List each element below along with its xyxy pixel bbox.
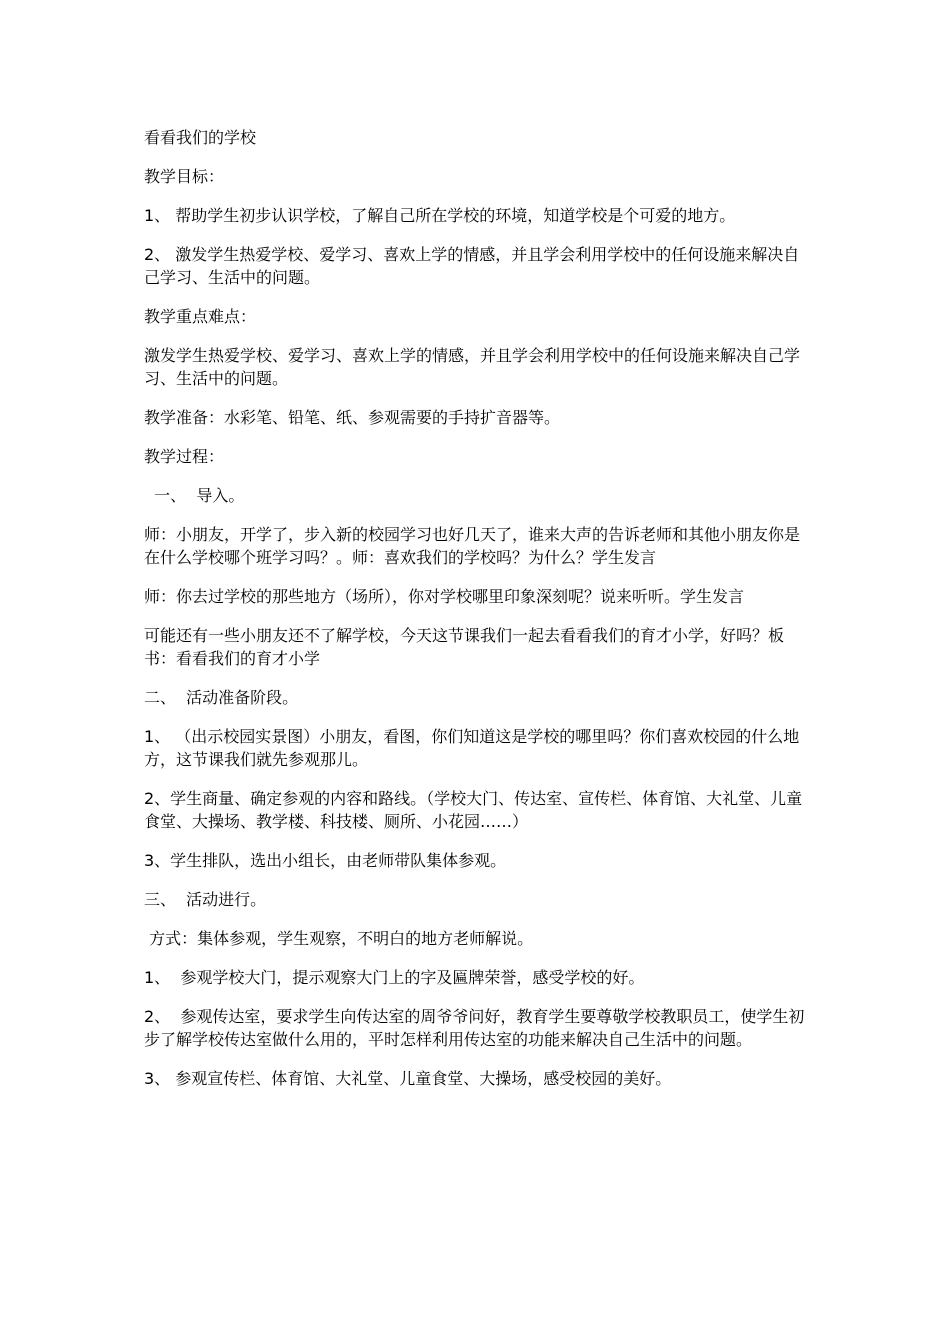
document-page xyxy=(144,126,808,1106)
dialogue-paragraph: 可能还有一些小朋友还不了解学校，今天这节课我们一起去看看我们的育才小学，好吗？板书：看看我们的育才小学 xyxy=(144,626,785,668)
dialogue-paragraph: 师：小朋友，开学了，步入新的校园学习也好几天了，谁来大声的告诉老师和其他小朋友你是在什么学校哪个班学习吗？。师：喜欢我们的学校吗？为什么？学生发言 xyxy=(144,525,801,567)
method-text: 方式：集体参观，学生观察，不明白的地方老师解说。 xyxy=(144,929,534,948)
objective-item: 1、 帮助学生初步认识学校，了解自己所在学校的环境，知道学校是个可爱的地方。 xyxy=(144,206,736,225)
visit-item: 3、 参观宣传栏、体育馆、大礼堂、儿童食堂、大操场，感受校园的美好。 xyxy=(144,1069,672,1088)
process-step-heading: 二、 活动准备阶段。 xyxy=(144,688,299,707)
section-heading-key-points: 教学重点难点： xyxy=(144,307,257,326)
activity-item: 3、学生排队，选出小组长，由老师带队集体参观。 xyxy=(144,851,507,870)
dialogue-paragraph: 师：你去过学校的那些地方（场所），你对学校哪里印象深刻呢？说来听听。学生发言 xyxy=(144,587,745,606)
objective-item: 2、 激发学生热爱学校、爱学习、喜欢上学的情感，并且学会利用学校中的任何设施来解决自己学习、生活中的问题。 xyxy=(144,245,800,287)
visit-item: 1、 参观学校大门，提示观察大门上的字及匾牌荣誉，感受学校的好。 xyxy=(144,968,645,987)
preparation-text: 教学准备：水彩笔、铅笔、纸、参观需要的手持扩音器等。 xyxy=(144,408,561,427)
process-step-heading: 三、 活动进行。 xyxy=(144,890,267,909)
process-step-heading: 一、 导入。 xyxy=(144,486,245,505)
key-points-text: 激发学生热爱学校、爱学习、喜欢上学的情感，并且学会利用学校中的任何设施来解决自己学习、生活中的问题。 xyxy=(144,346,801,388)
document-title: 看看我们的学校 xyxy=(144,128,257,147)
visit-item: 2、 参观传达室，要求学生向传达室的周爷爷问好，教育学生要尊敬学校教职员工，使学生初步了解学校传达室做什么用的，平时怎样利用传达室的功能来解决自己生活中的问题。 xyxy=(144,1007,805,1049)
section-heading-process: 教学过程： xyxy=(144,447,225,466)
section-heading-objectives: 教学目标： xyxy=(144,167,225,186)
activity-item: 2、学生商量、确定参观的内容和路线。（学校大门、传达室、宣传栏、体育馆、大礼堂、儿童食堂、大操场、教学楼、科技楼、厕所、小花园……） xyxy=(144,789,803,831)
activity-item: 1、 （出示校园实景图）小朋友，看图，你们知道这是学校的哪里吗？你们喜欢校园的什么地方，这节课我们就先参观那儿。 xyxy=(144,727,800,769)
